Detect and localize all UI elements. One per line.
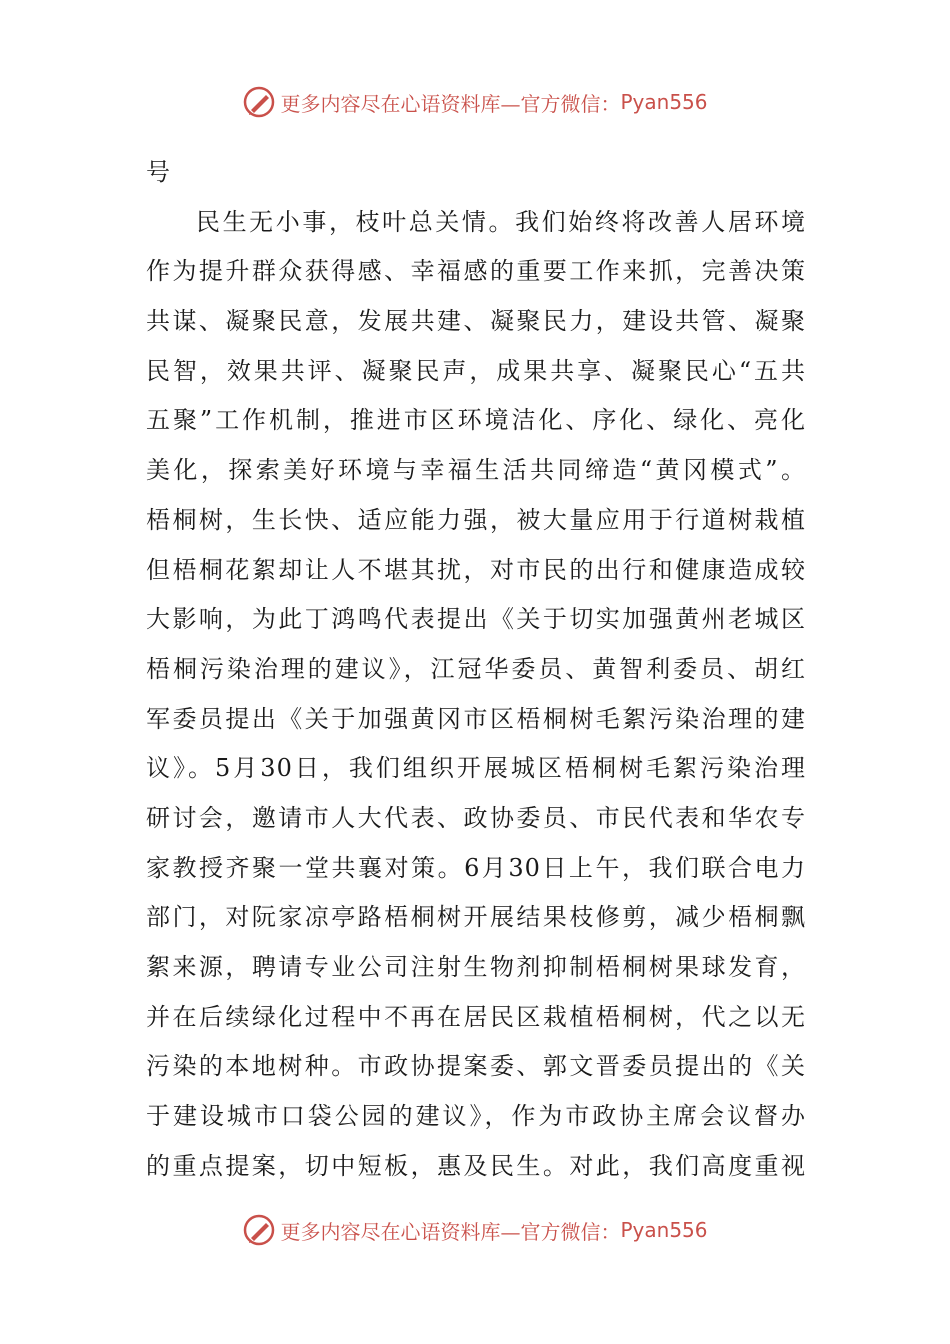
- body-line: 家教授齐聚一堂共襄对策。6月30日上午，我们联合电力: [146, 853, 806, 882]
- watermark-header: [0, 82, 950, 122]
- body-line: 大影响，为此丁鸿鸣代表提出《关于切实加强黄州老城区: [146, 605, 806, 634]
- body-line: 但梧桐花絮却让人不堪其扰，对市民的出行和健康造成较: [146, 555, 806, 584]
- document-body: [146, 148, 806, 1191]
- body-line: 议》。5月30日，我们组织开展城区梧桐树毛絮污染治理: [146, 754, 806, 783]
- body-line: 美化，探索美好环境与幸福生活共同缔造“黄冈模式”。: [146, 456, 806, 485]
- body-line: 污染的本地树种。市政协提案委、郭文晋委员提出的《关: [146, 1052, 806, 1081]
- body-line: 梧桐污染治理的建议》，江冠华委员、黄智利委员、胡红: [146, 654, 806, 683]
- body-line: 民生无小事，枝叶总关情。我们始终将改善人居环境: [196, 207, 806, 236]
- body-line: 梧桐树，生长快、适应能力强，被大量应用于行道树栽植: [146, 505, 806, 534]
- body-line: 军委员提出《关于加强黄冈市区梧桐树毛絮污染治理的建: [146, 704, 806, 733]
- body-line: 部门，对阮家凉亭路梧桐树开展结果枝修剪，减少梧桐飘: [146, 903, 806, 932]
- body-line: 絮来源，聘请专业公司注射生物剂抑制梧桐树果球发育，: [146, 953, 806, 981]
- body-line: 的重点提案，切中短板，惠及民生。对此，我们高度重视: [146, 1151, 806, 1180]
- watermark-id: Pyan556: [620, 90, 708, 114]
- watermark-id: Pyan556: [620, 1218, 708, 1242]
- watermark-text: 更多内容尽在心语资料库—官方微信：: [280, 1219, 621, 1244]
- body-line: 于建设城市口袋公园的建议》，作为市政协主席会议督办: [146, 1102, 806, 1131]
- pen-logo-icon: [242, 85, 276, 119]
- watermark-footer: [0, 1210, 950, 1250]
- body-line: 并在后续绿化过程中不再在居民区栽植梧桐树，代之以无: [146, 1002, 806, 1031]
- body-line: 作为提升群众获得感、幸福感的重要工作来抓，完善决策: [146, 257, 806, 286]
- body-line: 民智，效果共评、凝聚民声，成果共享、凝聚民心“五共: [146, 356, 806, 385]
- body-line: 号: [146, 158, 171, 186]
- body-line: 共谋、凝聚民意，发展共建、凝聚民力，建设共管、凝聚: [146, 307, 806, 336]
- watermark-text: 更多内容尽在心语资料库—官方微信：: [280, 91, 621, 116]
- pen-logo-icon: [242, 1213, 276, 1247]
- body-line: 五聚”工作机制，推进市区环境洁化、序化、绿化、亮化: [146, 406, 806, 435]
- body-line: 研讨会，邀请市人大代表、政协委员、市民代表和华农专: [146, 803, 806, 832]
